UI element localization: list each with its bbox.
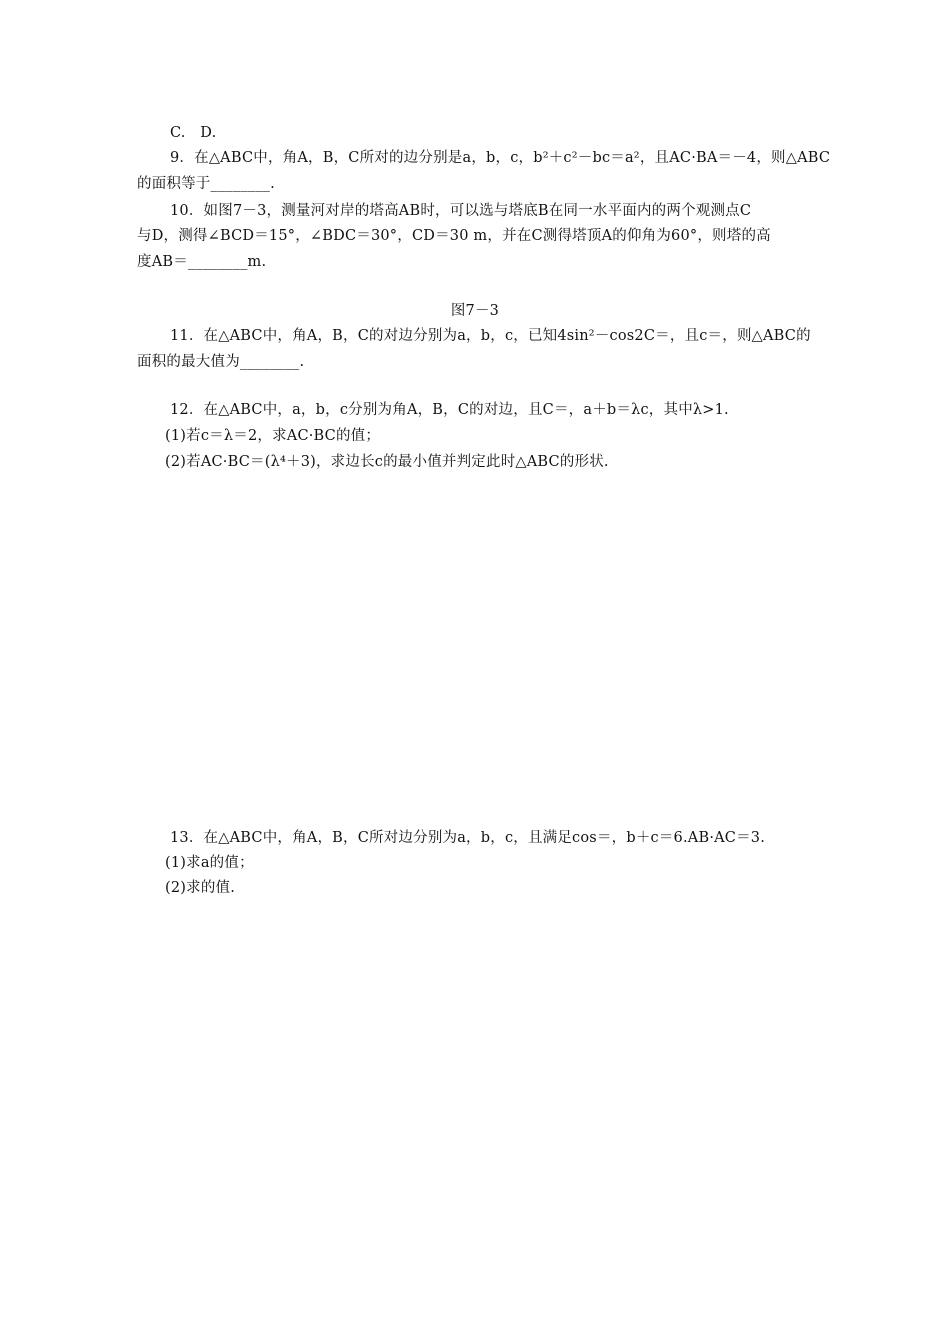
question-10-line-1: 10．如图7－3，测量河对岸的塔高AB时，可以选与塔底B在同一水平面内的两个观测点C: [170, 203, 752, 219]
question-12-part-1: (1)若c＝λ＝2，求AC·BC的值；: [165, 428, 381, 444]
question-13-part-1: (1)求a的值；: [165, 855, 254, 871]
question-10-line-3: 度AB＝________m.: [137, 254, 267, 270]
question-12-part-2: (2)若AC·BC＝(λ⁴＋3)，求边长c的最小值并判定此时△ABC的形状.: [165, 454, 609, 470]
question-11-line-1: 11．在△ABC中，角A，B，C的对边分别为a，b，c，已知4sin²－cos2C＝，且c＝，则△ABC的: [170, 328, 811, 344]
question-12-line-1: 12．在△ABC中，a，b，c分别为角A，B，C的对边，且C＝，a＋b＝λc，其中λ>1.: [170, 402, 729, 418]
answer-options-c-d: C. D.: [170, 125, 217, 141]
figure-caption: 图7－3: [450, 303, 500, 319]
question-9-line-2: 的面积等于________.: [137, 176, 275, 192]
question-13-part-2: (2)求的值.: [165, 880, 236, 896]
question-10-line-2: 与D，测得∠BCD＝15°，∠BDC＝30°，CD＝30 m，并在C测得塔顶A的仰角为60°，则塔的高: [137, 228, 771, 244]
question-11-line-2: 面积的最大值为________.: [137, 354, 305, 370]
question-9-line-1: 9．在△ABC中，角A，B，C所对的边分别是a，b，c，b²＋c²－bc＝a²，且AC·BA＝－4，则△ABC: [170, 150, 831, 166]
question-13-line-1: 13．在△ABC中，角A，B，C所对边分别为a，b，c，且满足cos＝，b＋c＝6.AB·AC＝3.: [170, 830, 766, 846]
